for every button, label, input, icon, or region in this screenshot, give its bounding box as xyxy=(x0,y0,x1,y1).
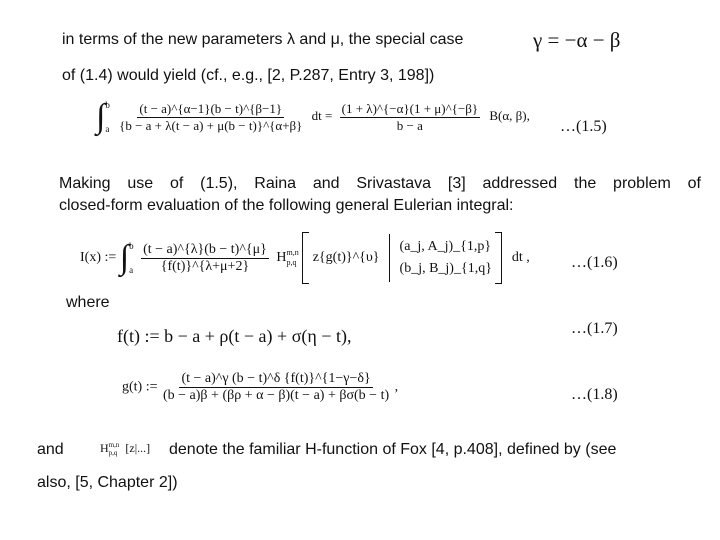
text-and: and xyxy=(37,441,64,458)
text-line-2: of (1.4) would yield (cf., e.g., [2, P.287, Entry 3, 198]) xyxy=(62,67,435,84)
rhs-numerator: (1 + λ)^{−α}(1 + μ)^{−β} xyxy=(341,100,479,116)
fraction-1-8 xyxy=(161,371,391,404)
int-lower: a xyxy=(129,265,134,275)
integral-sign: ∫ xyxy=(96,98,106,135)
paragraph-line-1: Making use of (1.5), Raina and Srivastava [3] addressed the problem of xyxy=(59,175,701,192)
equation-1-8 xyxy=(122,371,398,404)
equation-label-1-7: …(1.7) xyxy=(571,320,618,337)
numerator: (t − a)^{α−1}(b − t)^{β−1} xyxy=(139,100,283,116)
text-line-1: in terms of the new parameters λ and μ, the special case xyxy=(62,31,464,48)
equation-1-7: f(t) := b − a + ρ(t − a) + σ(η − t), xyxy=(117,326,352,346)
denominator: {b − a + λ(t − a) + μ(b − t)}^{α+β} xyxy=(119,117,303,133)
equation-label-1-6: …(1.6) xyxy=(571,254,618,271)
fraction-1-6 xyxy=(141,242,269,275)
h-function: H m,n p,q xyxy=(276,248,299,267)
int-upper: b xyxy=(129,241,134,251)
h-argument: z{g(t)}^{υ} xyxy=(312,250,380,266)
dt-tail: dt , xyxy=(511,250,530,266)
paragraph xyxy=(59,173,701,217)
comma: , xyxy=(394,379,399,395)
beta-function: B(α, β), xyxy=(489,107,530,123)
paragraph-line-2: closed-form evaluation of the following general Eulerian integral: xyxy=(59,197,514,214)
inline-h-function: H m,n p,q [z|...] xyxy=(100,441,151,458)
text-last-line: also, [5, Chapter 2]) xyxy=(37,474,178,491)
lhs-I: I(x) := xyxy=(80,250,117,266)
lhs-g: g(t) := xyxy=(122,379,158,395)
parameter-stack: (a_j, A_j)_{1,p} (b_j, B_j)_{1,q} xyxy=(399,239,492,276)
int-lower: a xyxy=(105,124,110,134)
formula-gamma: γ = −α − β xyxy=(533,28,621,52)
int-upper: b xyxy=(105,100,110,110)
fraction-1-5 xyxy=(117,101,304,134)
text-where: where xyxy=(66,294,110,311)
equation-1-6 xyxy=(80,232,530,284)
denominator: (b − a)β + (βρ + α − β)(t − a) + βσ(b − t) xyxy=(163,388,390,403)
integral-sign: ∫ xyxy=(119,239,130,276)
rhs-fraction-1-5 xyxy=(340,101,481,134)
equation-1-5: ∫ b a $\frac{(t - a)\^{}\{\alpha-1\}(b - t)\^{}\{\beta-1\}}{\{b - a + \lambda(t - a) + \mu(b - t)\}\^{}\{\alpha+\beta\}}$ dt = $\frac{(1 + \lambda)\^{}\{-\alpha\}(1 + \mu)\^{}\{-\beta\}}{b - a}$ B(α, β), xyxy=(96,98,530,135)
equation-label-1-8: …(1.8) xyxy=(571,386,618,403)
left-bracket xyxy=(302,232,309,284)
numerator: (t − a)^{λ}(b − t)^{μ} xyxy=(143,241,267,257)
rhs-denominator: b − a xyxy=(396,117,423,133)
right-bracket xyxy=(495,232,502,284)
equation-label-1-5: …(1.5) xyxy=(560,118,607,135)
separator-bar xyxy=(389,234,390,282)
denominator: {f(t)}^{λ+μ+2} xyxy=(160,258,250,274)
numerator: (t − a)^γ (b − t)^δ {f(t)}^{1−γ−δ} xyxy=(181,371,371,386)
text-and-rest: denote the familiar H-function of Fox [4, p.408], defined by (see xyxy=(169,441,617,458)
